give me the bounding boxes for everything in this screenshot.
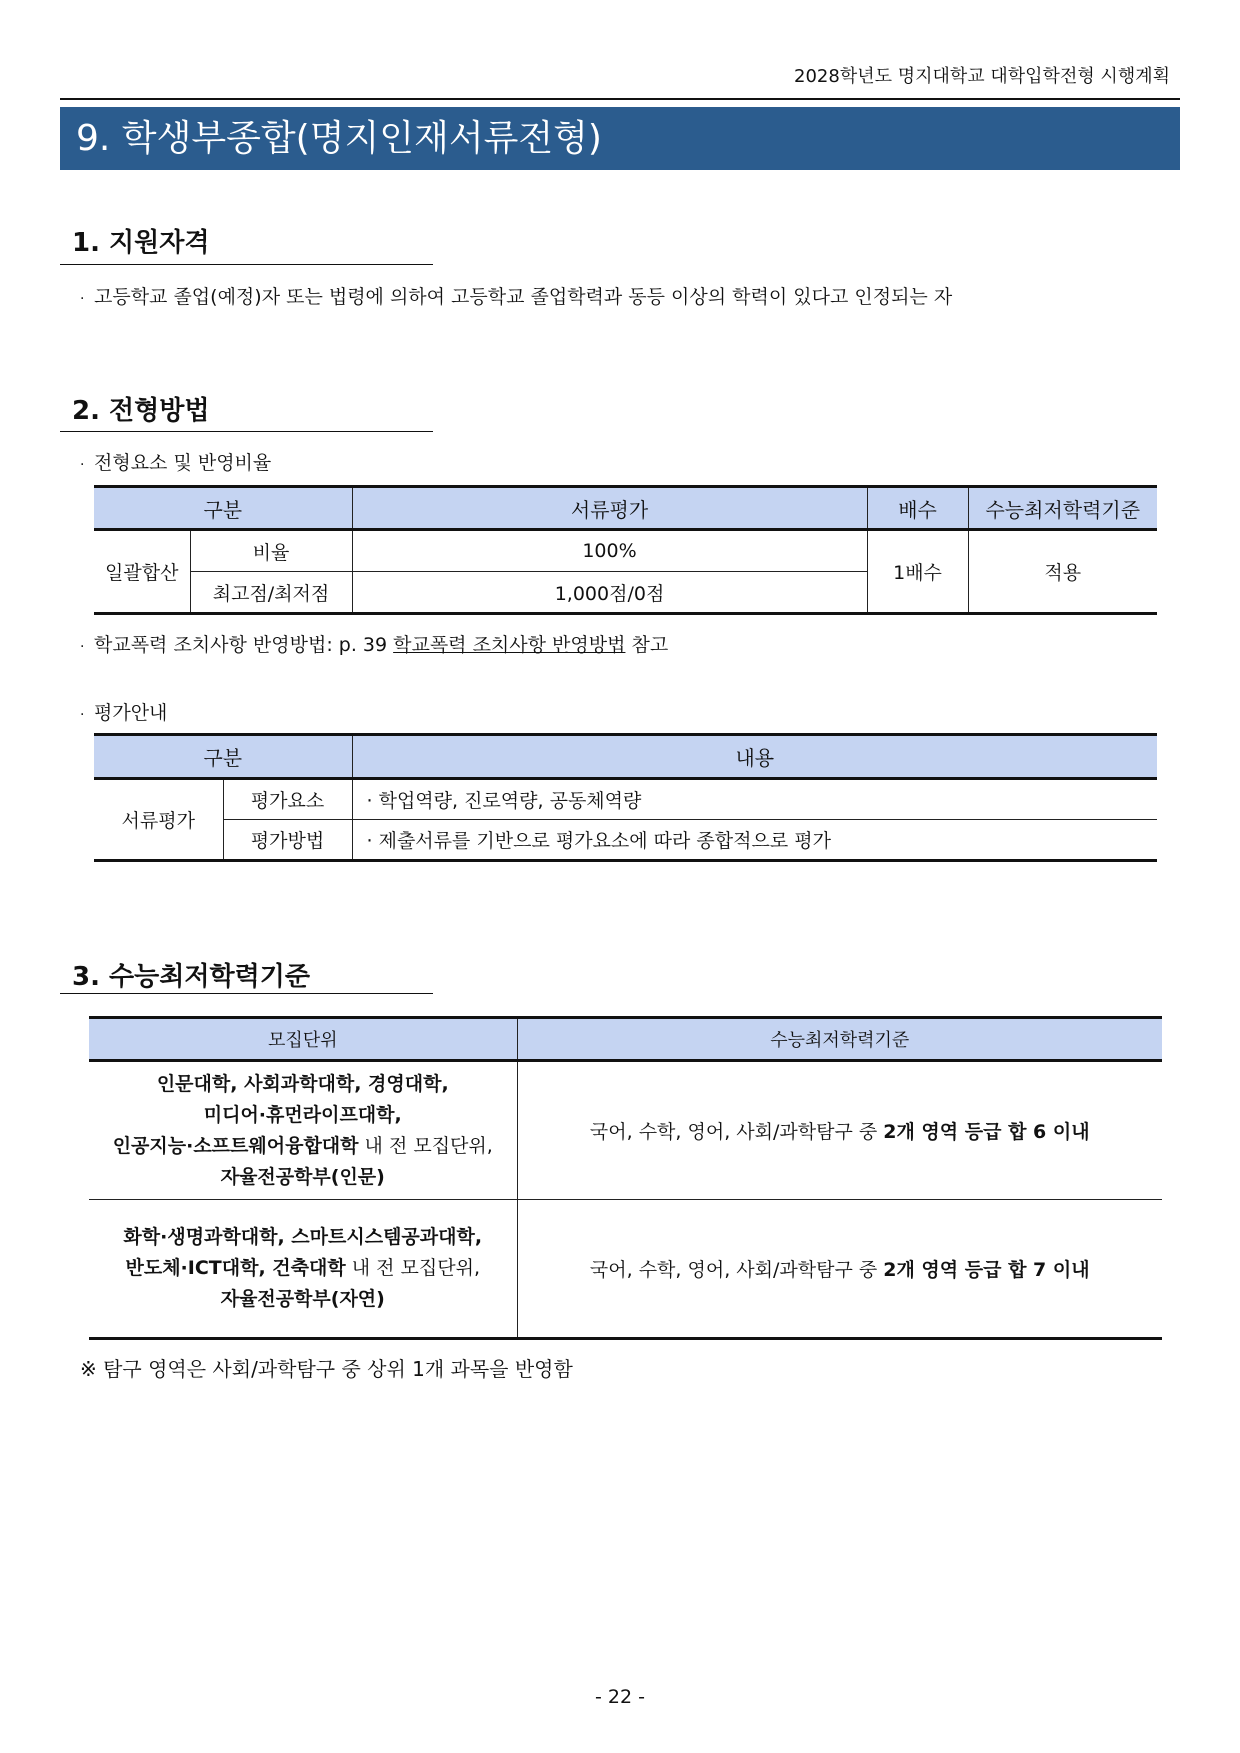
unit-line: 반도체·ICT대학, 건축대학 내 전 모집단위,: [125, 1257, 480, 1279]
t1-header-category: 구분: [94, 487, 352, 530]
violence-reference-link[interactable]: 학교폭력 조치사항 반영방법: [393, 634, 626, 656]
unit-line: 자율전공학부(자연): [220, 1288, 385, 1310]
section-3-heading: 3. 수능최저학력기준: [72, 962, 310, 992]
ratio-bullet-text: 전형요소 및 반영비율: [94, 452, 272, 474]
t1-row2-label: 최고점/최저점: [190, 572, 352, 614]
page-number: - 22 -: [595, 1686, 645, 1708]
t3-header-csat: 수능최저학력기준: [517, 1018, 1162, 1061]
t3-header-unit: 모집단위: [89, 1018, 517, 1061]
csat-minimum-table: [89, 1016, 1162, 1340]
ratio-bullet: [80, 448, 271, 475]
t3-row2-requirement: 국어, 수학, 영어, 사회/과학탐구 중 2개 영역 등급 합 7 이내: [517, 1200, 1162, 1339]
header-rule: [60, 98, 1180, 100]
t1-header-multiple: 배수: [867, 487, 968, 530]
inquiry-note: ※ 탐구 영역은 사회/과학탐구 중 상위 1개 과목을 반영함: [80, 1357, 573, 1381]
unit-line: 미디어·휴먼라이프대학,: [203, 1103, 402, 1126]
t3-row2-units: [89, 1200, 517, 1339]
unit-line: 자율전공학부(인문): [220, 1165, 385, 1188]
t2-row1-label: 평가요소: [223, 779, 352, 820]
t2-group: 서류평가: [94, 779, 223, 861]
t1-row1-value: 100%: [352, 530, 867, 572]
bullet-dot: ·: [80, 707, 85, 723]
t1-row1-label: 비율: [190, 530, 352, 572]
section-1-rule: [60, 264, 433, 265]
t3-row1-units: [89, 1061, 517, 1200]
eligibility-bullet: [80, 282, 952, 309]
unit-line: 인공지능·소프트웨어융합대학 내 전 모집단위,: [112, 1134, 493, 1157]
t1-header-document: 서류평가: [352, 487, 867, 530]
bullet-dot: ·: [80, 291, 85, 307]
bullet-dot: ·: [80, 457, 85, 473]
evaluation-guide-table: [94, 733, 1157, 862]
unit-line: 인문대학, 사회과학대학, 경영대학,: [156, 1072, 449, 1095]
school-violence-bullet: [80, 630, 668, 657]
page-title: 9. 학생부종합(명지인재서류전형): [60, 107, 1180, 170]
evaluation-guide-text: 평가안내: [94, 702, 168, 724]
t2-row1-value: · 학업역량, 진로역량, 공동체역량: [352, 779, 1157, 820]
violence-prefix: 학교폭력 조치사항 반영방법: p. 39: [94, 634, 394, 656]
t2-row2-label: 평가방법: [223, 820, 352, 861]
section-3-rule: [60, 993, 433, 994]
t1-header-csat: 수능최저학력기준: [968, 487, 1157, 530]
evaluation-guide-bullet: [80, 698, 167, 725]
section-2-rule: [60, 431, 433, 432]
t1-group: 일괄합산: [94, 530, 190, 614]
t1-row2-value: 1,000점/0점: [352, 572, 867, 614]
unit-line: 화학·생명과학대학, 스마트시스템공과대학,: [123, 1226, 483, 1248]
t2-header-content: 내용: [352, 735, 1157, 779]
t1-multiple: 1배수: [867, 530, 968, 614]
violence-suffix: 참고: [625, 634, 669, 656]
section-2-heading: 2. 전형방법: [72, 396, 210, 426]
t1-csat: 적용: [968, 530, 1157, 614]
t2-row2-value: · 제출서류를 기반으로 평가요소에 따라 종합적으로 평가: [352, 820, 1157, 861]
running-header: 2028학년도 명지대학교 대학입학전형 시행계획: [794, 66, 1170, 87]
bullet-dot: ·: [80, 639, 85, 655]
t2-header-category: 구분: [94, 735, 352, 779]
selection-ratio-table: [94, 485, 1157, 615]
t3-row1-requirement: 국어, 수학, 영어, 사회/과학탐구 중 2개 영역 등급 합 6 이내: [517, 1061, 1162, 1200]
section-1-heading: 1. 지원자격: [72, 228, 210, 258]
eligibility-text: 고등학교 졸업(예정)자 또는 법령에 의하여 고등학교 졸업학력과 동등 이상의 학력이 있다고 인정되는 자: [94, 286, 953, 308]
